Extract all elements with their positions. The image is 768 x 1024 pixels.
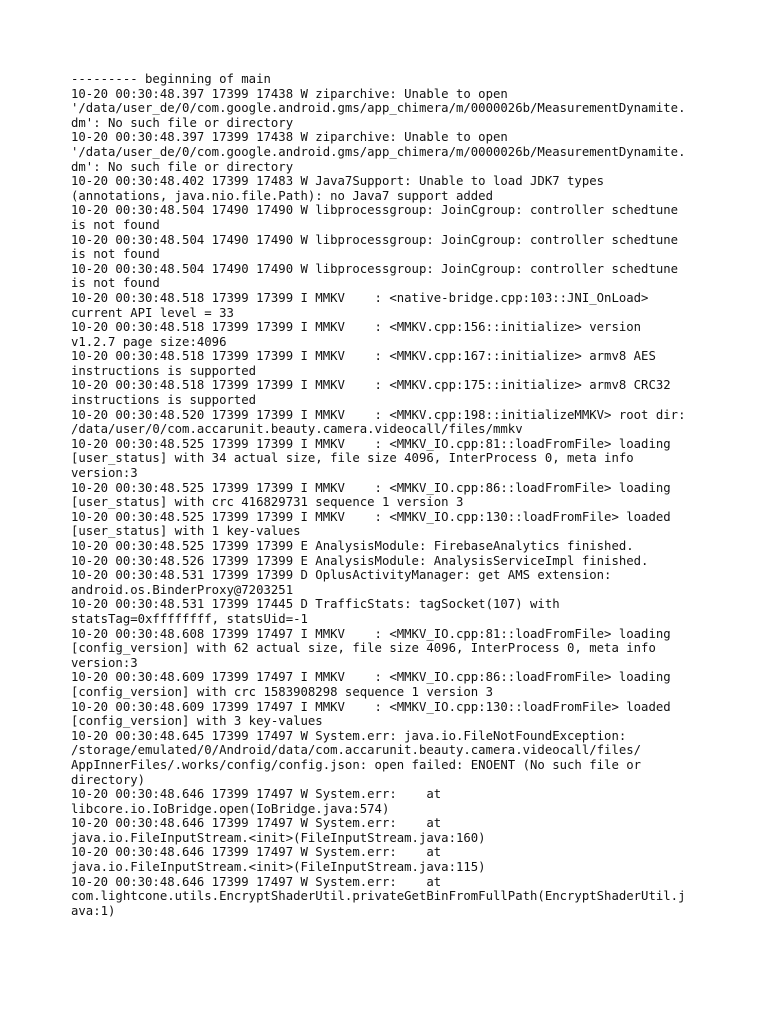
log-line: [config_version] with 3 key-values [71, 714, 323, 729]
log-line: directory) [71, 772, 146, 787]
log-line: instructions is supported [71, 363, 257, 378]
log-text-block [71, 72, 711, 918]
log-line: 10-20 00:30:48.531 17399 17399 D OplusActivityManager: get AMS extension: [71, 568, 612, 583]
log-line: dm': No such file or directory [71, 159, 294, 174]
log-line: 10-20 00:30:48.646 17399 17497 W System.err: at [71, 874, 442, 889]
log-line: 10-20 00:30:48.525 17399 17399 I MMKV : <MMKV_IO.cpp:130::loadFromFile> loaded [71, 509, 671, 524]
log-line: 10-20 00:30:48.402 17399 17483 W Java7Support: Unable to load JDK7 types [71, 174, 605, 189]
log-line: version:3 [71, 655, 138, 670]
log-line: libcore.io.IoBridge.open(IoBridge.java:574) [71, 801, 390, 816]
log-line: (annotations, java.nio.file.Path): no Java7 support added [71, 188, 493, 203]
log-line: is not found [71, 276, 160, 291]
log-line: [user_status] with crc 416829731 sequence 1 version 3 [71, 495, 464, 510]
log-line: --------- beginning of main [71, 72, 271, 86]
log-line: /storage/emulated/0/Android/data/com.accarunit.beauty.camera.videocall/files/ [71, 743, 642, 758]
log-line: 10-20 00:30:48.397 17399 17438 W ziparchive: Unable to open [71, 130, 508, 145]
log-line: 10-20 00:30:48.518 17399 17399 I MMKV : <MMKV.cpp:167::initialize> armv8 AES [71, 349, 656, 364]
log-line: [user_status] with 1 key-values [71, 524, 301, 539]
log-line: android.os.BinderProxy@7203251 [71, 582, 294, 597]
log-line: 10-20 00:30:48.518 17399 17399 I MMKV : <native-bridge.cpp:103::JNI_OnLoad> [71, 290, 649, 305]
log-line: [config_version] with 62 actual size, file size 4096, InterProcess 0, meta info [71, 641, 656, 656]
log-line: 10-20 00:30:48.518 17399 17399 I MMKV : <MMKV.cpp:156::initialize> version [71, 320, 642, 335]
log-line: 10-20 00:30:48.525 17399 17399 I MMKV : <MMKV_IO.cpp:86::loadFromFile> loading [71, 480, 671, 495]
log-line: /data/user/0/com.accarunit.beauty.camera.videocall/files/mmkv [71, 422, 523, 437]
log-line: 10-20 00:30:48.397 17399 17438 W ziparchive: Unable to open [71, 86, 508, 101]
log-line: 10-20 00:30:48.525 17399 17399 I MMKV : <MMKV_IO.cpp:81::loadFromFile> loading [71, 436, 671, 451]
log-line: '/data/user_de/0/com.google.android.gms/app_chimera/m/0000026b/MeasurementDynamite. [71, 101, 686, 116]
log-line: 10-20 00:30:48.646 17399 17497 W System.err: at [71, 787, 442, 802]
log-line: 10-20 00:30:48.526 17399 17399 E AnalysisModule: AnalysisServiceImpl finished. [71, 553, 649, 568]
log-line: 10-20 00:30:48.520 17399 17399 I MMKV : <MMKV.cpp:198::initializeMMKV> root dir: [71, 407, 686, 422]
log-line: '/data/user_de/0/com.google.android.gms/app_chimera/m/0000026b/MeasurementDynamite. [71, 144, 686, 159]
log-line: is not found [71, 217, 160, 232]
log-line: com.lightcone.utils.EncryptShaderUtil.privateGetBinFromFullPath(EncryptShaderUtil.j [71, 889, 686, 904]
log-line: 10-20 00:30:48.504 17490 17490 W libprocessgroup: JoinCgroup: controller schedtune [71, 232, 679, 247]
log-line: 10-20 00:30:48.645 17399 17497 W System.err: java.io.FileNotFoundException: [71, 728, 627, 743]
log-line: statsTag=0xffffffff, statsUid=-1 [71, 611, 308, 626]
log-line: 10-20 00:30:48.504 17490 17490 W libprocessgroup: JoinCgroup: controller schedtune [71, 203, 679, 218]
log-line: java.io.FileInputStream.<init>(FileInputStream.java:160) [71, 830, 486, 845]
log-line: instructions is supported [71, 393, 257, 408]
log-line: java.io.FileInputStream.<init>(FileInputStream.java:115) [71, 860, 486, 875]
log-line: is not found [71, 247, 160, 262]
log-line: 10-20 00:30:48.608 17399 17497 I MMKV : <MMKV_IO.cpp:81::loadFromFile> loading [71, 626, 671, 641]
log-line: 10-20 00:30:48.518 17399 17399 I MMKV : <MMKV.cpp:175::initialize> armv8 CRC32 [71, 378, 671, 393]
log-line: v1.2.7 page size:4096 [71, 334, 227, 349]
log-line: 10-20 00:30:48.504 17490 17490 W libprocessgroup: JoinCgroup: controller schedtune [71, 261, 679, 276]
log-line: 10-20 00:30:48.525 17399 17399 E AnalysisModule: FirebaseAnalytics finished. [71, 539, 634, 553]
log-line: ava:1) [71, 903, 116, 918]
log-line: 10-20 00:30:48.646 17399 17497 W System.err: at [71, 816, 442, 831]
log-line: 10-20 00:30:48.609 17399 17497 I MMKV : <MMKV_IO.cpp:130::loadFromFile> loaded [71, 699, 671, 714]
log-line: version:3 [71, 466, 138, 481]
log-line: [config_version] with crc 1583908298 sequence 1 version 3 [71, 684, 493, 699]
log-line: current API level = 33 [71, 305, 234, 320]
log-line: 10-20 00:30:48.531 17399 17445 D TrafficStats: tagSocket(107) with [71, 597, 560, 612]
log-line: AppInnerFiles/.works/config/config.json: open failed: ENOENT (No such file or [71, 757, 642, 772]
log-line: 10-20 00:30:48.609 17399 17497 I MMKV : <MMKV_IO.cpp:86::loadFromFile> loading [71, 670, 671, 685]
log-line: [user_status] with 34 actual size, file size 4096, InterProcess 0, meta info [71, 451, 634, 466]
log-line: dm': No such file or directory [71, 115, 294, 130]
log-line: 10-20 00:30:48.646 17399 17497 W System.err: at [71, 845, 442, 860]
